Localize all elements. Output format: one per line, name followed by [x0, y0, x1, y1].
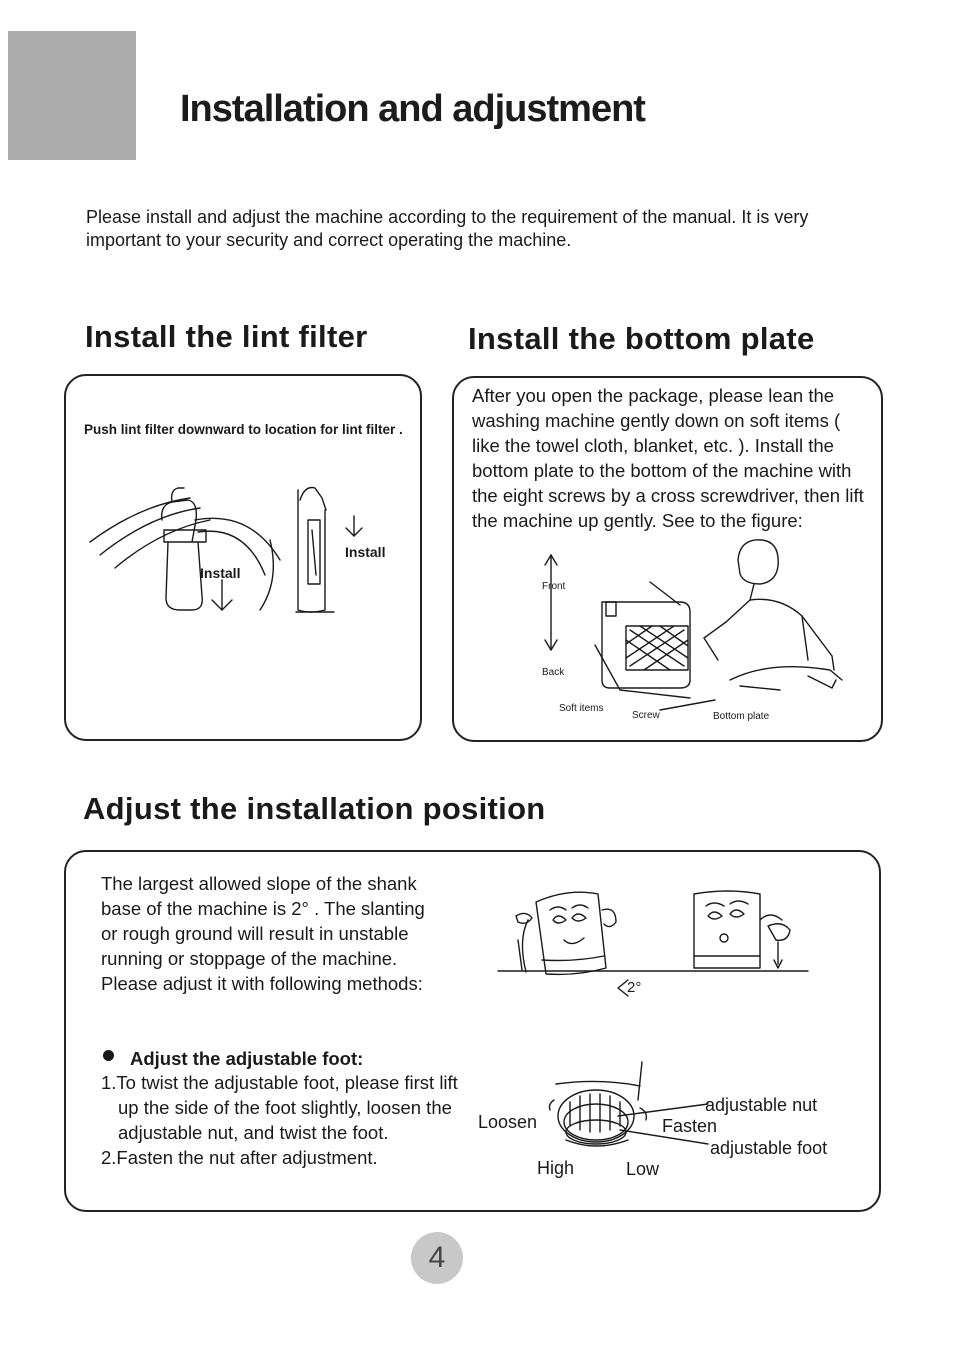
bottom-plate-illustration	[540, 530, 860, 730]
adjustable-foot-illustration	[540, 1060, 670, 1160]
adjust-intro: The largest allowed slope of the shank base of the machine is 2° . The slanting or rough ground will result in unstable running or stoppage of the machine. Please adjust it with following methods:	[101, 873, 425, 994]
adjust-heading: Adjust the installation position	[83, 791, 546, 826]
high-label: High	[537, 1158, 575, 1178]
step-1-text: 1.To twist the adjustable foot, please first lift up the side of the foot slightly, loosen the adjustable nut, and twist the foot.	[101, 1072, 458, 1143]
bullet-dot	[103, 1050, 114, 1061]
bottom-plate-label: Bottom plate	[713, 711, 770, 722]
intro-text: Please install and adjust the machine according to the requirement of the manual. It is very important to your security and correct operating the machine.	[86, 207, 809, 250]
adjustable-foot-label: adjustable foot	[710, 1138, 828, 1158]
screw-label: Screw	[632, 710, 660, 721]
install-label-left: Install	[200, 565, 241, 581]
step-2-text: 2.Fasten the nut after adjustment.	[101, 1147, 378, 1168]
page-number: 4	[411, 1232, 463, 1284]
back-label: Back	[542, 667, 565, 678]
slope-illustration	[498, 880, 818, 1010]
loosen-label: Loosen	[478, 1112, 538, 1132]
lint-filter-heading: Install the lint filter	[85, 319, 368, 354]
lint-filter-instruction: Push lint filter downward to location for lint filter .	[84, 422, 403, 437]
install-label-right: Install	[345, 544, 386, 560]
adjustable-nut-label: adjustable nut	[705, 1095, 818, 1115]
front-label: Front	[542, 581, 566, 592]
bottom-plate-text: After you open the package, please lean the washing machine gently down on soft items ( like the towel cloth, blanket, etc. ). Install the bottom plate to the bottom of the machine with the eight screws by a cross screwdriver, then lift the machine up gently. See to the figure:	[472, 385, 864, 531]
header-gray-block	[8, 31, 136, 160]
step-1	[101, 1070, 466, 1170]
adjust-foot-bullet: Adjust the adjustable foot:	[130, 1048, 364, 1069]
bottom-plate-heading: Install the bottom plate	[468, 321, 815, 356]
slope-angle-label: 2°	[627, 979, 642, 996]
fasten-label: Fasten	[662, 1116, 718, 1136]
soft-items-label: Soft items	[559, 703, 604, 714]
low-label: Low	[626, 1159, 660, 1179]
page-title: Installation and adjustment	[180, 88, 645, 130]
